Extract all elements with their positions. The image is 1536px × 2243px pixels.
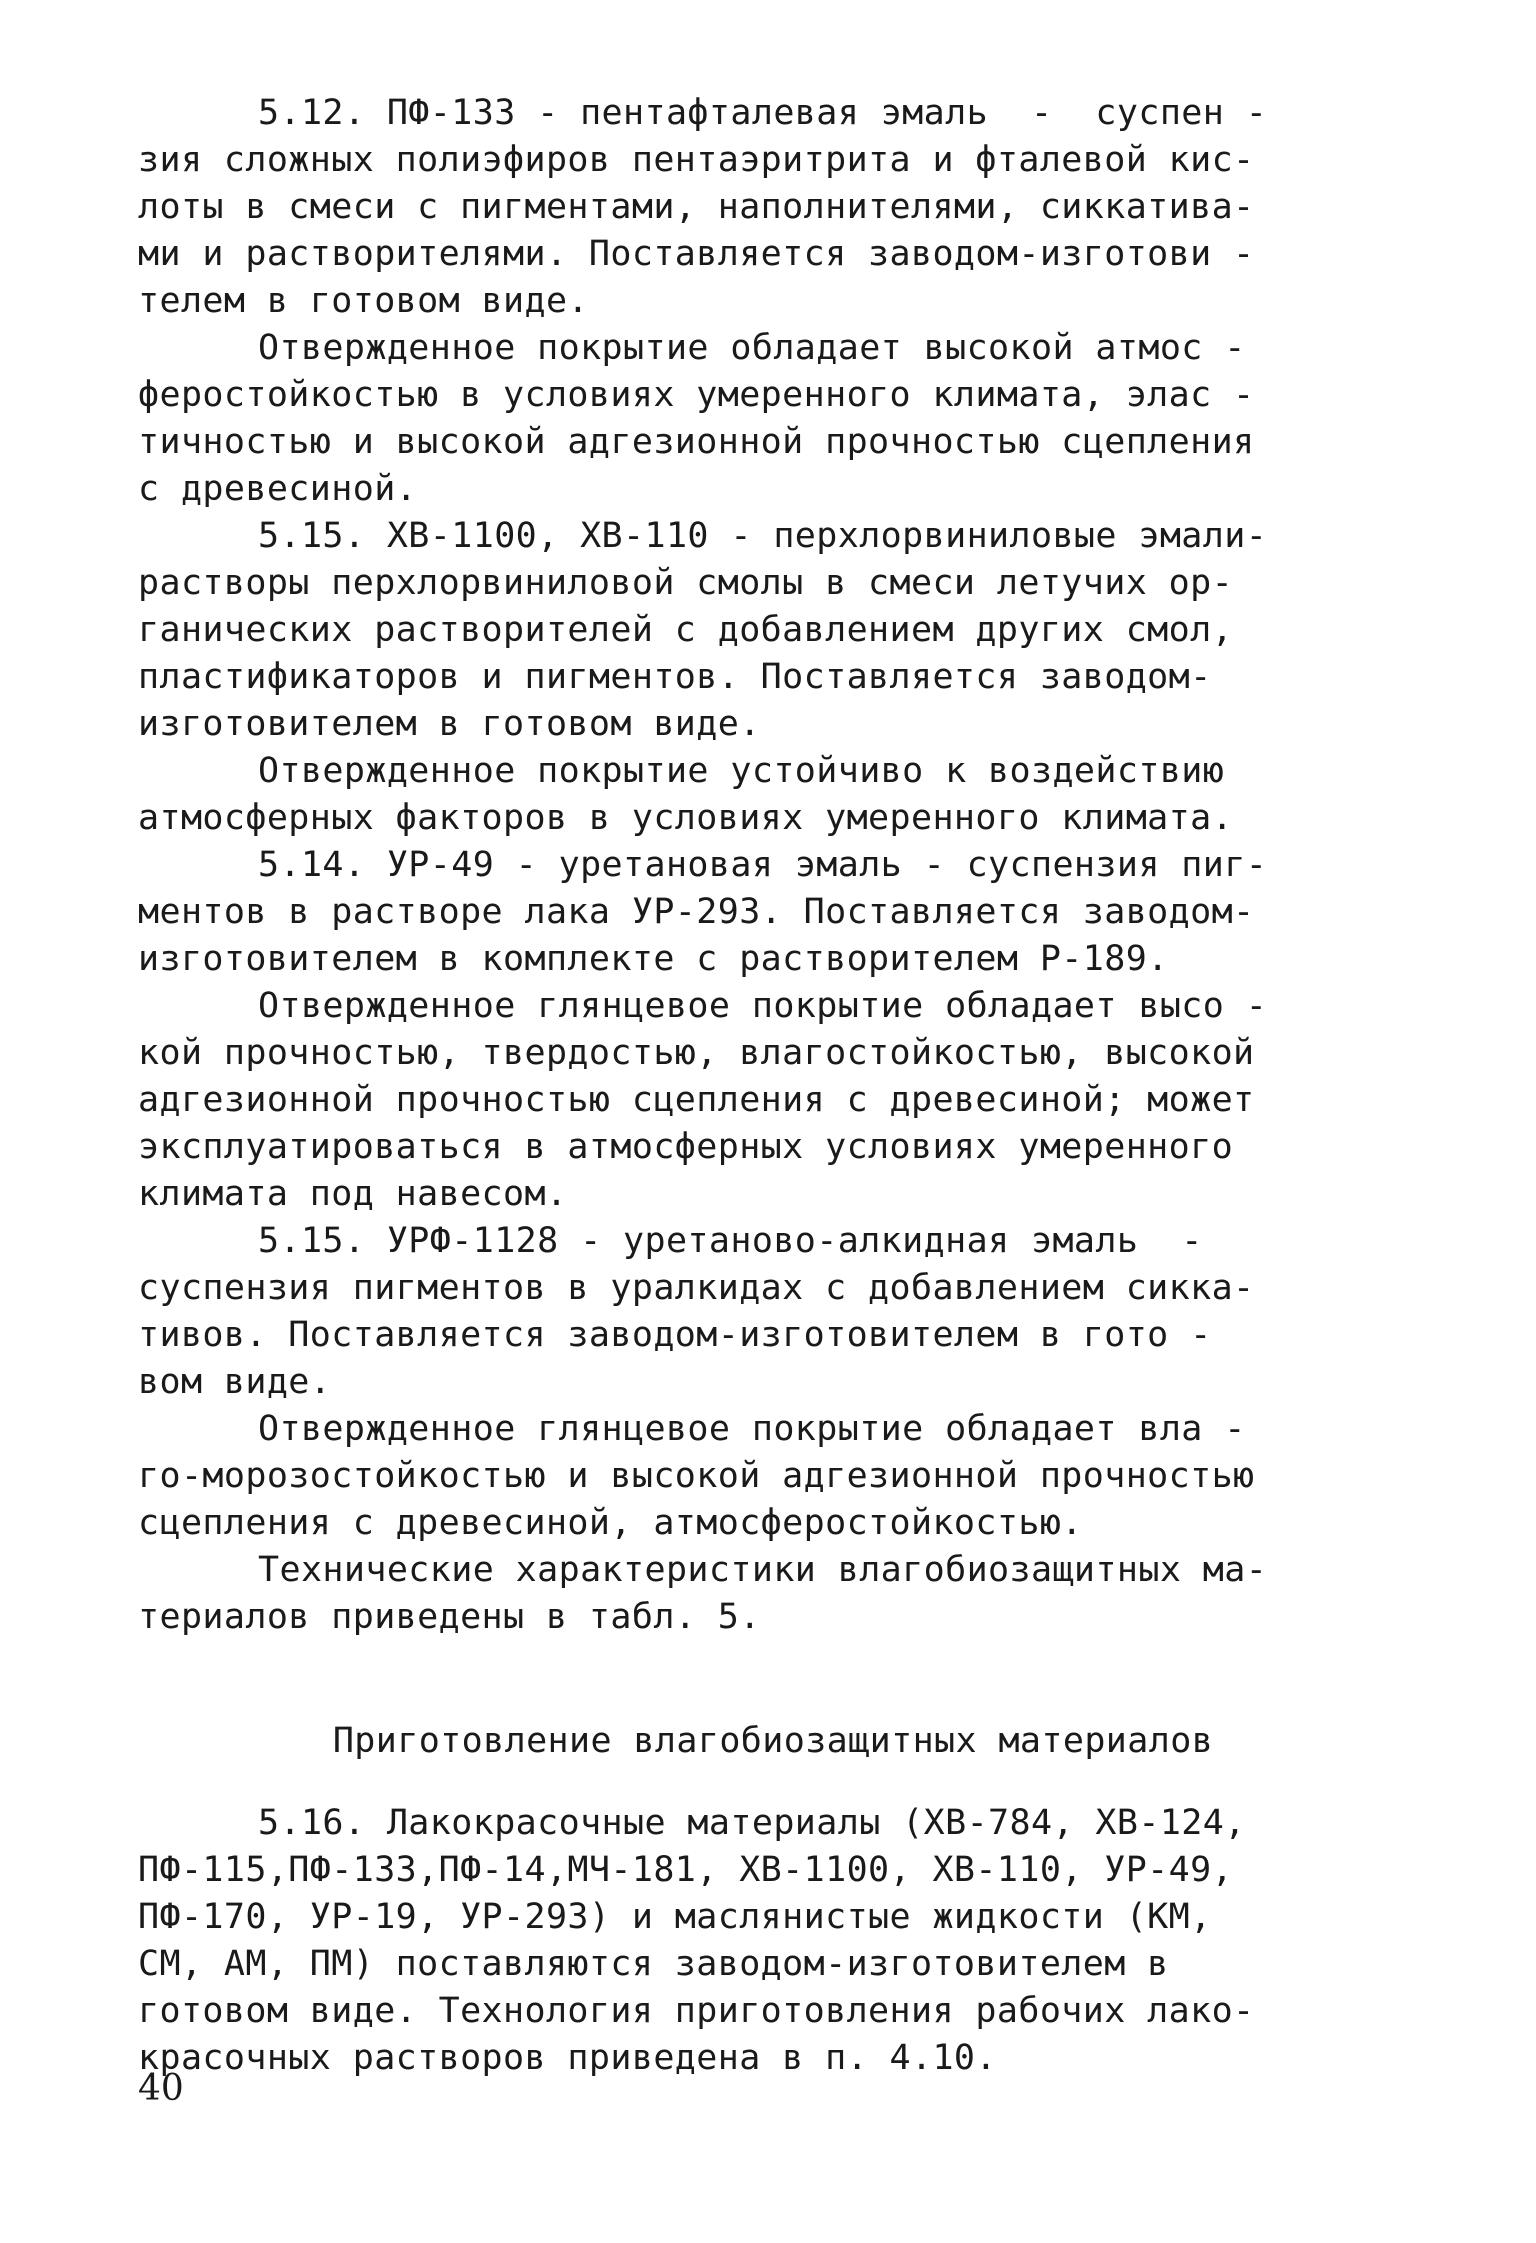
- text-line: Технические характеристики влагобиозащитных ма-: [258, 1550, 1268, 1590]
- text-line: ментов в растворе лака УР-293. Поставляется заводом-: [138, 892, 1255, 932]
- page-number: 40: [138, 2068, 184, 2109]
- text-line: 5.12. ПФ-133 - пентафталевая эмаль - суспен -: [258, 93, 1268, 133]
- paragraph-hv-1100-coating: [138, 748, 1408, 842]
- text-line: растворы перхлорвиниловой смолы в смеси летучих ор-: [138, 563, 1234, 603]
- paragraph-table-reference: [138, 1547, 1408, 1641]
- text-line: тичностью и высокой адгезионной прочностью сцепления: [138, 422, 1255, 462]
- text-line: териалов приведены в табл. 5.: [138, 1597, 761, 1637]
- paragraph-pf-133-coating: [138, 325, 1408, 513]
- text-line: ПФ-170, УР-19, УР-293) и маслянистые жидкости (КМ,: [138, 1897, 1212, 1937]
- paragraph-pf-133: [138, 90, 1408, 325]
- text-line: 5.16. Лакокрасочные материалы (ХВ-784, ХВ-124,: [258, 1803, 1246, 1843]
- text-line: тивов. Поставляется заводом-изготовителем в гото -: [138, 1315, 1212, 1355]
- text-line: изготовителем в готовом виде.: [138, 704, 761, 744]
- text-line: Отвержденное покрытие устойчиво к воздействию: [258, 751, 1225, 791]
- text-line: феростойкостью в условиях умеренного климата, элас -: [138, 375, 1255, 415]
- text-line: ми и растворителями. Поставляется заводом-изготови -: [138, 234, 1255, 274]
- text-line: эксплуатироваться в атмосферных условиях умеренного: [138, 1127, 1234, 1167]
- text-line: го-морозостойкостью и высокой адгезионной прочностью: [138, 1456, 1255, 1496]
- paragraph-urf-1128: [138, 1218, 1408, 1406]
- paragraph-ur-49: [138, 842, 1408, 983]
- paragraph-5-16: [138, 1800, 1408, 2082]
- paragraph-urf-1128-coating: [138, 1406, 1408, 1547]
- text-line: зия сложных полиэфиров пентаэритрита и фталевой кис-: [138, 140, 1255, 180]
- text-line: кой прочностью, твердостью, влагостойкостью, высокой: [138, 1033, 1255, 1073]
- text-line: Отвержденное глянцевое покрытие обладает вла -: [258, 1409, 1246, 1449]
- text-line: телем в готовом виде.: [138, 281, 589, 321]
- paragraph-ur-49-coating: [138, 983, 1408, 1218]
- text-line: Отвержденное глянцевое покрытие обладает высо -: [258, 986, 1268, 1026]
- text-line: СМ, АМ, ПМ) поставляются заводом-изготовителем в: [138, 1944, 1169, 1984]
- text-line: красочных растворов приведена в п. 4.10.: [138, 2038, 997, 2078]
- text-line: 5.15. УРФ-1128 - уретаново-алкидная эмаль -: [258, 1221, 1203, 1261]
- text-line: ганических растворителей с добавлением других смол,: [138, 610, 1234, 650]
- text-line: суспензия пигментов в уралкидах с добавлением сикка-: [138, 1268, 1255, 1308]
- text-line: ПФ-115,ПФ-133,ПФ-14,МЧ-181, ХВ-1100, ХВ-110, УР-49,: [138, 1850, 1234, 1890]
- text-line: сцепления с древесиной, атмосферостойкостью.: [138, 1503, 1083, 1543]
- text-line: адгезионной прочностью сцепления с древесиной; может: [138, 1080, 1255, 1120]
- text-line: изготовителем в комплекте с растворителем Р-189.: [138, 939, 1169, 979]
- text-line: готовом виде. Технология приготовления рабочих лако-: [138, 1991, 1255, 2031]
- text-line: климата под навесом.: [138, 1174, 568, 1214]
- text-line: 5.15. ХВ-1100, ХВ-110 - перхлорвиниловые эмали-: [258, 516, 1268, 556]
- text-line: Отвержденное покрытие обладает высокой атмос -: [258, 328, 1246, 368]
- text-line: пластификаторов и пигментов. Поставляется заводом-: [138, 657, 1212, 697]
- paragraph-hv-1100: [138, 513, 1408, 748]
- text-line: лоты в смеси с пигментами, наполнителями, сиккатива-: [138, 187, 1255, 227]
- section-heading: Приготовление влагобиозащитных материалов: [332, 1721, 1214, 1761]
- text-line: с древесиной.: [138, 469, 418, 509]
- body-text-top: [138, 90, 1408, 1641]
- text-line: 5.14. УР-49 - уретановая эмаль - суспензия пиг-: [258, 845, 1268, 885]
- text-line: вом виде.: [138, 1362, 332, 1402]
- body-text-bottom: [138, 1800, 1408, 2082]
- text-line: атмосферных факторов в условиях умеренного климата.: [138, 798, 1234, 838]
